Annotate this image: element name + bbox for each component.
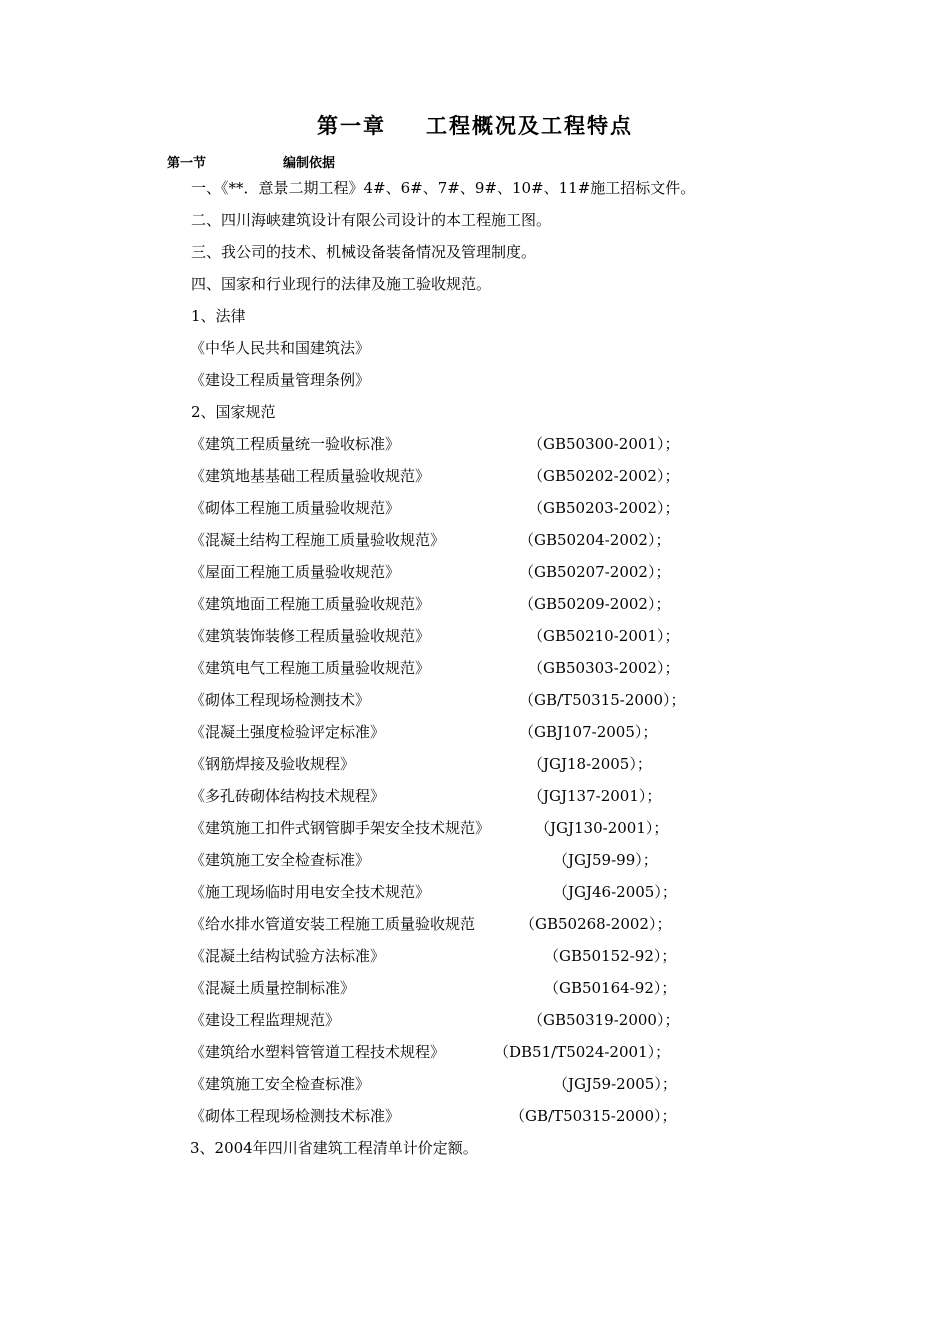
basis-line-3: 三、我公司的技术、机械设备装备情况及管理制度。 bbox=[191, 243, 537, 261]
standard-row bbox=[0, 1074, 950, 1094]
section-heading bbox=[167, 152, 336, 171]
standard-code: （DB51/T5024-2001）； bbox=[494, 1043, 671, 1061]
standard-name: 《建筑施工扣件式钢管脚手架安全技术规范》 bbox=[190, 819, 491, 837]
standard-code: （GB50303-2002）； bbox=[528, 659, 680, 677]
standard-code: （GB50202-2002）； bbox=[528, 467, 680, 485]
standard-name: 《建筑施工安全检查标准》 bbox=[190, 851, 371, 869]
standard-name: 《施工现场临时用电安全技术规范》 bbox=[190, 883, 431, 901]
standard-name: 《多孔砖砌体结构技术规程》 bbox=[190, 787, 386, 805]
chapter-title bbox=[0, 110, 950, 140]
standard-name: 《混凝土强度检验评定标准》 bbox=[190, 723, 386, 741]
standard-name: 《砌体工程现场检测技术标准》 bbox=[190, 1107, 401, 1125]
standard-name: 《钢筋焊接及验收规程》 bbox=[190, 755, 356, 773]
standard-row bbox=[0, 1010, 950, 1030]
standard-code: （GB50300-2001）； bbox=[528, 435, 680, 453]
standard-row bbox=[0, 882, 950, 902]
law-heading: 1、法律 bbox=[191, 307, 246, 325]
standard-name: 《建筑工程质量统一验收标准》 bbox=[190, 435, 401, 453]
standard-code: （GB50204-2002）； bbox=[519, 531, 671, 549]
standard-name: 《给水排水管道安装工程施工质量验收规范 bbox=[190, 915, 476, 933]
standard-code: （JGJ46-2005）； bbox=[553, 883, 677, 901]
standard-code: （GB50210-2001）； bbox=[528, 627, 680, 645]
standard-code: （JGJ18-2005）； bbox=[528, 755, 652, 773]
standard-row bbox=[0, 562, 950, 582]
basis-line-2: 二、四川海峡建筑设计有限公司设计的本工程施工图。 bbox=[191, 211, 552, 229]
standard-name: 《屋面工程施工质量验收规范》 bbox=[190, 563, 401, 581]
standard-name: 《砌体工程现场检测技术》 bbox=[190, 691, 371, 709]
standard-row bbox=[0, 690, 950, 710]
standard-name: 《建筑电气工程施工质量验收规范》 bbox=[190, 659, 431, 677]
standard-code: （GB50207-2002）； bbox=[519, 563, 671, 581]
standard-name: 《建筑装饰装修工程质量验收规范》 bbox=[190, 627, 431, 645]
standard-code: （JGJ59-99）； bbox=[553, 851, 658, 869]
standard-row bbox=[0, 1106, 950, 1126]
standard-code: （GB/T50315-2000）； bbox=[510, 1107, 677, 1125]
standard-row bbox=[0, 978, 950, 998]
standard-row bbox=[0, 754, 950, 774]
standard-row bbox=[0, 530, 950, 550]
standard-code: （GBJ107-2005）； bbox=[519, 723, 658, 741]
standard-row bbox=[0, 850, 950, 870]
standard-row bbox=[0, 722, 950, 742]
standard-row bbox=[0, 1042, 950, 1062]
standard-name: 《建筑地基基础工程质量验收规范》 bbox=[190, 467, 431, 485]
chapter-name: 工程概况及工程特点 bbox=[426, 113, 633, 138]
standard-row bbox=[0, 786, 950, 806]
standard-row bbox=[0, 466, 950, 486]
standard-row bbox=[0, 946, 950, 966]
standard-code: （JGJ59-2005）； bbox=[553, 1075, 677, 1093]
basis-line-4: 四、国家和行业现行的法律及施工验收规范。 bbox=[191, 275, 492, 293]
standard-name: 《建设工程监理规范》 bbox=[190, 1011, 341, 1029]
standard-row bbox=[0, 818, 950, 838]
standard-code: （JGJ130-2001）； bbox=[535, 819, 669, 837]
standard-row bbox=[0, 594, 950, 614]
standard-row bbox=[0, 434, 950, 454]
standard-code: （GB50209-2002）； bbox=[519, 595, 671, 613]
standard-name: 《混凝土结构工程施工质量验收规范》 bbox=[190, 531, 446, 549]
standard-code: （GB50152-92）； bbox=[544, 947, 677, 965]
standard-name: 《建筑地面工程施工质量验收规范》 bbox=[190, 595, 431, 613]
standard-name: 《砌体工程施工质量验收规范》 bbox=[190, 499, 401, 517]
standard-row bbox=[0, 658, 950, 678]
standard-row bbox=[0, 626, 950, 646]
law-item: 《建设工程质量管理条例》 bbox=[190, 371, 371, 389]
section-name: 编制依据 bbox=[283, 156, 336, 171]
standard-row bbox=[0, 498, 950, 518]
basis-line-1: 一、《**．意景二期工程》4#、6#、7#、9#、10#、11#施工招标文件。 bbox=[191, 179, 696, 197]
standard-name: 《建筑施工安全检查标准》 bbox=[190, 1075, 371, 1093]
standard-code: （JGJ137-2001）； bbox=[528, 787, 662, 805]
standard-code: （GB50203-2002）； bbox=[528, 499, 680, 517]
section-number: 第一节 bbox=[167, 156, 207, 171]
standard-row bbox=[0, 914, 950, 934]
standard-name: 《建筑给水塑料管管道工程技术规程》 bbox=[190, 1043, 446, 1061]
standard-code: （GB50319-2000）； bbox=[528, 1011, 680, 1029]
standard-code: （GB50268-2002）； bbox=[520, 915, 672, 933]
chapter-number: 第一章 bbox=[317, 113, 386, 138]
standard-name: 《混凝土质量控制标准》 bbox=[190, 979, 356, 997]
law-item: 《中华人民共和国建筑法》 bbox=[190, 339, 371, 357]
pricing-line: 3、2004年四川省建筑工程清单计价定额。 bbox=[190, 1139, 478, 1157]
standards-heading: 2、国家规范 bbox=[191, 403, 276, 421]
standard-name: 《混凝土结构试验方法标准》 bbox=[190, 947, 386, 965]
standard-code: （GB/T50315-2000）； bbox=[519, 691, 686, 709]
standard-code: （GB50164-92）； bbox=[544, 979, 677, 997]
